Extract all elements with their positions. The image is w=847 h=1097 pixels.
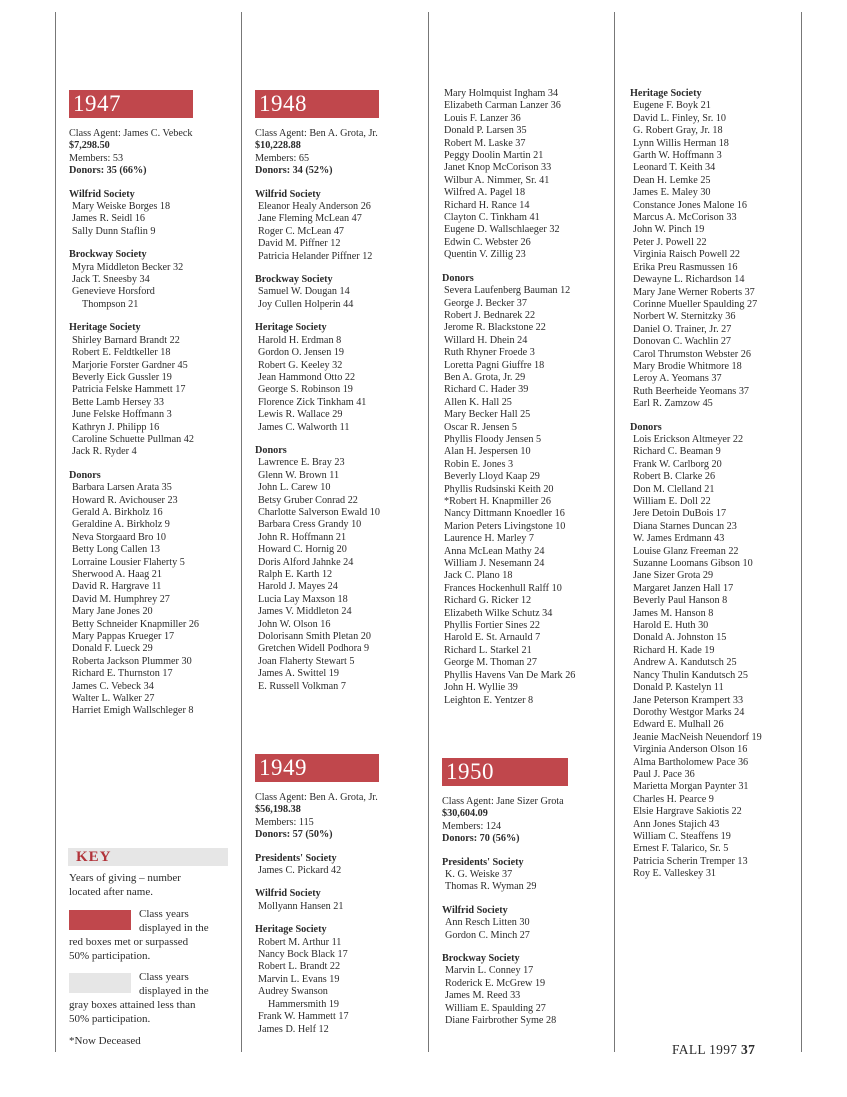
donor-name: Howard C. Hornig 20: [258, 544, 347, 556]
class-donors: Donors: 70 (56%): [442, 833, 520, 845]
name-list: [255, 201, 380, 263]
class-amount: $7,298.50: [69, 140, 110, 152]
society-heading: Brockway Society: [442, 953, 520, 965]
name-list: [69, 262, 199, 312]
donor-name: Audrey Swanson: [258, 986, 328, 998]
class-members: Members: 124: [442, 820, 502, 832]
name-list: [442, 917, 568, 942]
name-list: [255, 865, 379, 877]
donor-name: June Felske Hoffmann 3: [72, 409, 172, 421]
donor-name: Jere Detoin DuBois 17: [633, 508, 727, 520]
donor-name: William C. Steaffens 19: [633, 830, 731, 842]
donor-name: Phyllis Rudsinski Keith 20: [444, 483, 554, 495]
donor-name: Robert E. Feldtkeller 18: [72, 347, 171, 359]
donor-name: Eugene F. Boyk 21: [633, 100, 711, 112]
donor-name: Richard C. Hader 39: [444, 384, 529, 396]
donor-name: Earl R. Zamzow 45: [633, 398, 713, 410]
donor-name: Marvin L. Conney 17: [445, 965, 534, 977]
issue-label: FALL 1997: [672, 1042, 738, 1057]
society-heading: Brockway Society: [255, 274, 333, 286]
donor-name: Carol Thrumston Webster 26: [633, 348, 751, 360]
donor-name: Richard H. Kade 19: [633, 644, 715, 656]
donor-name: Richard E. Thurnston 17: [72, 668, 173, 680]
donor-name: Roderick E. McGrew 19: [445, 977, 546, 989]
donor-name: Harold E. Huth 30: [633, 620, 709, 632]
donor-name: Shirley Barnard Brandt 22: [72, 334, 180, 346]
donor-name: Virginia Raisch Powell 22: [633, 249, 741, 261]
society-heading: Wilfrid Society: [69, 188, 135, 200]
donor-name: Roberta Jackson Plummer 30: [72, 655, 192, 667]
donor-name: Andrew A. Kandutsch 25: [633, 657, 737, 669]
page-number: 37: [741, 1042, 756, 1057]
society-heading: Wilfrid Society: [255, 888, 321, 900]
donor-name: George M. Thoman 27: [444, 657, 537, 669]
donor-name-continued: Hammersmith 19: [268, 998, 340, 1010]
donor-name: Erika Preu Rasmussen 16: [633, 261, 738, 273]
donor-name: Mary Pappas Krueger 17: [72, 631, 175, 643]
donor-name: Elizabeth Carman Lanzer 36: [444, 100, 561, 112]
donor-name: Samuel W. Dougan 14: [258, 286, 350, 298]
donor-name: Robert L. Brandt 22: [258, 961, 341, 973]
donor-name: Robert M. Arthur 11: [258, 936, 342, 948]
class-1947-section: [69, 90, 199, 718]
donor-name: Nancy Thulin Kandutsch 25: [633, 669, 748, 681]
donor-name-continued: Thompson 21: [82, 298, 139, 310]
society-heading: Heritage Society: [255, 924, 327, 936]
donor-name: Paul J. Pace 36: [633, 768, 695, 780]
name-list: [255, 901, 379, 913]
donor-name: James A. Swittel 19: [258, 668, 339, 680]
donor-name: Charlotte Salverson Ewald 10: [258, 506, 380, 518]
donor-name: Louis F. Lanzer 36: [444, 112, 521, 124]
donor-name: Barbara Cress Grandy 10: [258, 519, 362, 531]
donor-name: Dewayne L. Richardson 14: [633, 274, 745, 286]
donor-name: Charles H. Pearce 9: [633, 793, 714, 805]
donor-name: William J. Nesemann 24: [444, 558, 545, 570]
key-gray-text-cont: [69, 999, 195, 1026]
donor-name: Neva Storgaard Bro 10: [72, 531, 167, 543]
donor-name: Mary Brodie Whitmore 18: [633, 360, 742, 372]
donor-name: David L. Finley, Sr. 10: [633, 112, 727, 124]
donor-name: Suzanne Loomans Gibson 10: [633, 558, 753, 570]
class-1949-continued: [444, 88, 575, 707]
donor-name: Mary Jane Jones 20: [72, 606, 153, 618]
donor-name: Harold J. Mayes 24: [258, 581, 338, 593]
donor-name: Margaret Janzen Hall 17: [633, 582, 734, 594]
donor-name: Gretchen Widell Podhora 9: [258, 643, 370, 655]
key-line: Class years: [139, 908, 189, 920]
class-1949-section: [255, 754, 379, 1036]
column-rule-2: [241, 12, 242, 1052]
donor-name: Janet Knop McCorison 33: [444, 162, 552, 174]
society-heading: Donors: [255, 444, 287, 456]
donor-name: Caroline Schuette Pullman 42: [72, 433, 194, 445]
donor-name: *Robert H. Knapmiller 26: [444, 496, 551, 507]
donor-name: Frank W. Hammett 17: [258, 1011, 349, 1023]
donor-name: Elizabeth Wilke Schutz 34: [444, 607, 553, 619]
donor-name: Dolorisann Smith Pletan 20: [258, 631, 371, 643]
donor-name: Bette Lamb Hersey 33: [72, 396, 164, 408]
donor-name: Don M. Clelland 21: [633, 483, 715, 495]
donor-name: Gordon C. Minch 27: [445, 929, 530, 941]
donor-name: Dorothy Westgor Marks 24: [633, 706, 745, 718]
donor-name: Gerald A. Birkholz 16: [72, 506, 163, 518]
name-list: [69, 335, 199, 459]
key-line: displayed in the: [139, 921, 209, 934]
donor-name: Nancy Dittmann Knoedler 16: [444, 508, 565, 520]
class-donors: Donors: 35 (66%): [69, 165, 147, 177]
donor-name: Ruth Rhyner Froede 3: [444, 347, 535, 359]
donor-name: Thomas R. Wyman 29: [445, 881, 537, 893]
donor-name: Kathryn J. Philipp 16: [72, 421, 160, 433]
donor-name: Betty Long Callen 13: [72, 544, 160, 556]
donor-name: Robert G. Keeley 32: [258, 359, 343, 371]
donor-name: Severa Laufenberg Bauman 12: [444, 285, 571, 297]
society-heading: Heritage Society: [69, 322, 141, 334]
donor-name: Jane Peterson Krampert 33: [633, 694, 744, 706]
donor-name: Walter L. Walker 27: [72, 693, 155, 705]
donor-name: Ann Resch Litten 30: [445, 917, 530, 929]
society-heading: Wilfrid Society: [255, 188, 321, 200]
donor-name: Lucia Lay Maxson 18: [258, 593, 348, 605]
column-rule-4: [614, 12, 615, 1052]
donor-name: Alan H. Jespersen 10: [444, 446, 531, 458]
class-amount: $10,228.88: [255, 140, 301, 152]
column-rule-3: [428, 12, 429, 1052]
donor-name: George J. Becker 37: [444, 297, 527, 309]
donor-name: Jerome R. Blackstone 22: [444, 322, 546, 334]
donor-name: Robert J. Bednarek 22: [444, 309, 536, 321]
donor-name: Jean Hammond Otto 22: [258, 371, 356, 383]
donor-name: Ruth Beerheide Yeomans 37: [633, 385, 750, 397]
donor-name: Geraldine A. Birkholz 9: [72, 519, 170, 531]
donor-name: Virginia Anderson Olson 16: [633, 744, 748, 756]
donor-name: Allen K. Hall 25: [444, 396, 512, 408]
year-heading-1947: 1947: [69, 90, 193, 118]
donor-name: Florence Zick Tinkham 41: [258, 396, 367, 408]
donor-name: Glenn W. Brown 11: [258, 469, 340, 481]
year-heading-1950: 1950: [442, 758, 568, 786]
donor-name: Ben A. Grota, Jr. 29: [444, 371, 526, 383]
donor-name: Jack C. Plano 18: [444, 570, 513, 582]
donor-name: Lawrence E. Bray 23: [258, 457, 345, 469]
donor-name: Beverly Paul Hanson 8: [633, 595, 728, 607]
donor-name: Leighton E. Yentzer 8: [444, 694, 534, 706]
name-list: [630, 100, 762, 410]
deceased-note: *Now Deceased: [69, 1035, 141, 1047]
society-heading: Donors: [442, 272, 474, 284]
class-amount: $30,604.09: [442, 808, 488, 820]
name-list: [444, 285, 575, 707]
donor-name: W. James Erdmann 43: [633, 533, 725, 545]
donor-name: Robert B. Clarke 26: [633, 471, 716, 483]
donor-name: K. G. Weiske 37: [445, 869, 513, 881]
society-heading: Brockway Society: [69, 249, 147, 261]
donor-name: James D. Helf 12: [258, 1023, 329, 1035]
donor-name: Diane Fairbrother Syme 28: [445, 1015, 557, 1027]
key-gray-text: [139, 971, 209, 998]
donor-name: Edward E. Mulhall 26: [633, 719, 724, 731]
donor-name: Donovan C. Wachlin 27: [633, 336, 732, 348]
class-agent: Class Agent: James C. Vebeck: [69, 128, 193, 139]
donor-name: Gordon O. Jensen 19: [258, 347, 345, 359]
donor-name: Roy E. Valleskey 31: [633, 868, 717, 880]
donor-name: Betsy Gruber Conrad 22: [258, 494, 358, 506]
key-line: located after name.: [69, 885, 153, 898]
key-gray-swatch: [69, 973, 131, 993]
donor-name: John W. Olson 16: [258, 618, 331, 630]
donor-name: Corinne Mueller Spaulding 27: [633, 298, 758, 310]
donor-name: Marvin L. Evans 19: [258, 973, 340, 985]
donor-name: Wilfred A. Pagel 18: [444, 187, 526, 199]
donor-name: Richard C. Beaman 9: [633, 446, 721, 458]
donor-name: Oscar R. Jensen 5: [444, 421, 517, 433]
donor-name: Harold H. Erdman 8: [258, 334, 342, 346]
key-line: Years of giving – number: [69, 872, 181, 884]
key-red-swatch: [69, 910, 131, 930]
donor-name: Constance Jones Malone 16: [633, 199, 748, 211]
society-heading: Presidents' Society: [255, 852, 337, 864]
donor-name: Diana Starnes Duncan 23: [633, 520, 737, 532]
donor-name: Mary Weiske Borges 18: [72, 201, 171, 213]
donor-name: Patricia Felske Hammett 17: [72, 384, 186, 396]
class-donors: Donors: 57 (50%): [255, 829, 333, 841]
name-list: [255, 457, 380, 693]
donor-name: Beverly Eick Gussler 19: [72, 371, 172, 383]
donor-name: David M. Humphrey 27: [72, 593, 170, 605]
donor-name: David M. Piffner 12: [258, 238, 341, 250]
donor-name: Barbara Larsen Arata 35: [72, 482, 172, 494]
donor-name: Myra Middleton Becker 32: [72, 261, 184, 273]
donor-name: Eugene D. Wallschlaeger 32: [444, 224, 560, 236]
donor-name: Louise Glanz Freeman 22: [633, 545, 739, 557]
donor-name: Phyllis Fortier Sines 22: [444, 620, 540, 632]
donor-name: Lorraine Lousier Flaherty 5: [72, 556, 185, 568]
class-members: Members: 115: [255, 816, 314, 828]
name-list: [630, 434, 762, 881]
donor-name: John H. Wyllie 39: [444, 682, 518, 694]
donor-name: Genevieve Horsford: [72, 286, 155, 298]
donor-name: Edwin C. Webster 26: [444, 236, 531, 248]
key-line: red boxes met or surpassed: [69, 936, 189, 948]
class-members: Members: 53: [69, 152, 124, 164]
name-list: [255, 937, 379, 1036]
donor-name: Jane Sizer Grota 29: [633, 570, 714, 582]
donor-name: Daniel O. Trainer, Jr. 27: [633, 323, 732, 335]
donor-name: Donald F. Lueck 29: [72, 643, 153, 655]
donor-name: Elsie Hargrave Sakiotis 22: [633, 806, 742, 818]
key-red-text-cont: [69, 936, 188, 963]
donor-name: Jane Fleming McLean 47: [258, 213, 362, 225]
donor-name: Beverly Lloyd Kaap 29: [444, 471, 540, 483]
year-heading-1948: 1948: [255, 90, 379, 118]
name-list: [255, 286, 380, 311]
class-1950-section: [442, 758, 568, 1028]
donor-name: Ralph E. Karth 12: [258, 569, 333, 580]
donor-name: Mary Jane Werner Roberts 37: [633, 286, 755, 298]
donor-name: Harold E. St. Arnauld 7: [444, 632, 541, 644]
class-agent: Class Agent: Ben A. Grota, Jr.: [255, 128, 378, 139]
donor-name: Lois Erickson Altmeyer 22: [633, 433, 744, 445]
donor-name: George S. Robinson 19: [258, 384, 353, 396]
society-heading: Presidents' Society: [442, 856, 524, 868]
society-heading: Donors: [630, 421, 662, 433]
class-amount: $56,198.38: [255, 804, 301, 816]
donor-name: Laurence H. Marley 7: [444, 533, 534, 545]
donor-name: Mary Holmquist Ingham 34: [444, 88, 559, 99]
donor-name: Robert M. Laske 37: [444, 137, 526, 149]
donor-name: Leroy A. Yeomans 37: [633, 373, 722, 385]
class-agent: Class Agent: Jane Sizer Grota: [442, 796, 564, 807]
donor-name: Norbert W. Sternitzky 36: [633, 311, 736, 323]
donor-name: James C. Vebeck 34: [72, 680, 154, 692]
donor-name: Loretta Pagni Giuffre 18: [444, 359, 545, 371]
key-line: 50% participation.: [69, 1012, 151, 1025]
donor-name: Alma Bartholomew Pace 36: [633, 756, 749, 768]
name-list: [69, 482, 199, 718]
donor-name: Jack T. Sneesby 34: [72, 274, 150, 286]
donor-name: Mollyann Hansen 21: [258, 900, 344, 912]
donor-name: Richard G. Ricker 12: [444, 595, 532, 607]
column-rule-1: [55, 12, 56, 1052]
donor-name: Joan Flaherty Stewart 5: [258, 655, 355, 667]
society-heading: Donors: [69, 469, 101, 481]
donor-name: Jeanie MacNeish Neuendorf 19: [633, 731, 762, 743]
donor-name: James C. Walworth 11: [258, 421, 350, 433]
donor-name: Wilbur A. Nimmer, Sr. 41: [444, 174, 550, 186]
donor-name: Donald P. Kastelyn 11: [633, 682, 724, 694]
donor-name: Phyllis Floody Jensen 5: [444, 433, 542, 445]
donor-name: Lewis R. Wallace 29: [258, 409, 343, 421]
donor-name: G. Robert Gray, Jr. 18: [633, 125, 723, 137]
page-footer: [672, 1042, 755, 1058]
donor-name: James R. Seidl 16: [72, 213, 146, 225]
donor-name: Lynn Willis Herman 18: [633, 137, 729, 149]
key-line: Class years: [139, 971, 189, 983]
donor-name: Marion Peters Livingstone 10: [444, 520, 566, 532]
donor-name: William E. Doll 22: [633, 496, 711, 507]
donor-name: Ann Jones Stajich 43: [633, 818, 720, 830]
donor-name: James M. Hanson 8: [633, 607, 714, 619]
donor-name: Ernest F. Talarico, Sr. 5: [633, 843, 729, 855]
donor-name: John L. Carew 10: [258, 482, 331, 494]
donor-name: Willard H. Dhein 24: [444, 334, 528, 346]
donor-name: Frank W. Carlborg 20: [633, 458, 722, 470]
class-1950-continued: [630, 88, 762, 881]
key-line: gray boxes attained less than: [69, 999, 196, 1011]
key-description: [69, 872, 181, 899]
donor-name: James V. Middleton 24: [258, 606, 352, 618]
donor-name: James E. Maley 30: [633, 187, 711, 199]
donor-name: Peggy Doolin Martin 21: [444, 150, 544, 162]
donor-name: Garth W. Hoffmann 3: [633, 150, 722, 162]
donor-name: Leonard T. Keith 34: [633, 162, 716, 174]
donor-name: Peter J. Powell 22: [633, 236, 707, 248]
donor-name: Joy Cullen Holperin 44: [258, 298, 354, 310]
donor-name: Frances Hockenhull Ralff 10: [444, 582, 562, 594]
donor-name: Harriet Emigh Wallschleger 8: [72, 705, 194, 717]
donor-name: James M. Reed 33: [445, 990, 521, 1002]
name-list: [442, 869, 568, 894]
donor-name: Richard H. Rance 14: [444, 199, 530, 211]
class-agent: Class Agent: Ben A. Grota, Jr.: [255, 792, 378, 803]
donor-name: Sherwood A. Haag 21: [72, 569, 162, 580]
donor-name: E. Russell Volkman 7: [258, 680, 346, 692]
donor-name: Sally Dunn Staflin 9: [72, 225, 156, 237]
donor-name: William E. Spaulding 27: [445, 1002, 546, 1014]
key-line: displayed in the: [139, 984, 209, 997]
society-heading: Wilfrid Society: [442, 904, 508, 916]
society-heading: Heritage Society: [255, 322, 327, 334]
donor-name: Quentin V. Zillig 23: [444, 249, 526, 261]
society-heading: Heritage Society: [630, 88, 702, 99]
donor-name: Doris Alford Jahnke 24: [258, 556, 354, 568]
name-list: [69, 201, 199, 238]
donor-name: Mary Becker Hall 25: [444, 409, 531, 421]
class-donors: Donors: 34 (52%): [255, 165, 333, 177]
donor-name: Patricia Scherin Tremper 13: [633, 855, 748, 867]
donor-name: John W. Pinch 19: [633, 224, 705, 236]
donor-name: John R. Hoffmann 21: [258, 531, 347, 543]
donor-name: Marietta Morgan Paynter 31: [633, 781, 749, 793]
donor-name: Donald P. Larsen 35: [444, 125, 527, 137]
column-rule-5: [801, 12, 802, 1052]
donor-name: Howard R. Avichouser 23: [72, 494, 178, 506]
donor-name: Betty Schneider Knapmiller 26: [72, 618, 200, 630]
donor-name: Robin E. Jones 3: [444, 458, 514, 470]
donor-name: Clayton C. Tinkham 41: [444, 212, 540, 224]
donor-name: Dean H. Lemke 25: [633, 174, 711, 186]
class-1948-section: [255, 90, 380, 693]
donor-name: Marcus A. McCorison 33: [633, 212, 737, 224]
donor-name: David R. Hargrave 11: [72, 581, 162, 593]
donor-name: Donald A. Johnston 15: [633, 632, 727, 644]
donor-name: Eleanor Healy Anderson 26: [258, 201, 371, 213]
donor-name: Patricia Helander Piffner 12: [258, 250, 373, 262]
donor-name: Roger C. McLean 47: [258, 225, 345, 237]
name-list: [255, 335, 380, 434]
key-line: 50% participation.: [69, 949, 151, 962]
donor-name: Marjorie Forster Gardner 45: [72, 359, 188, 371]
donor-name: Nancy Bock Black 17: [258, 949, 348, 961]
donor-name: James C. Pickard 42: [258, 865, 342, 877]
donor-name: Richard L. Starkel 21: [444, 644, 532, 656]
donor-name: Jack R. Ryder 4: [72, 446, 137, 458]
donor-name: Anna McLean Mathy 24: [444, 545, 545, 557]
class-members: Members: 65: [255, 152, 310, 164]
key-heading: KEY: [68, 848, 228, 866]
name-list: [442, 965, 568, 1027]
key-red-text: [139, 908, 209, 935]
donor-name: Phyllis Havens Van De Mark 26: [444, 669, 576, 681]
year-heading-1949: 1949: [255, 754, 379, 782]
